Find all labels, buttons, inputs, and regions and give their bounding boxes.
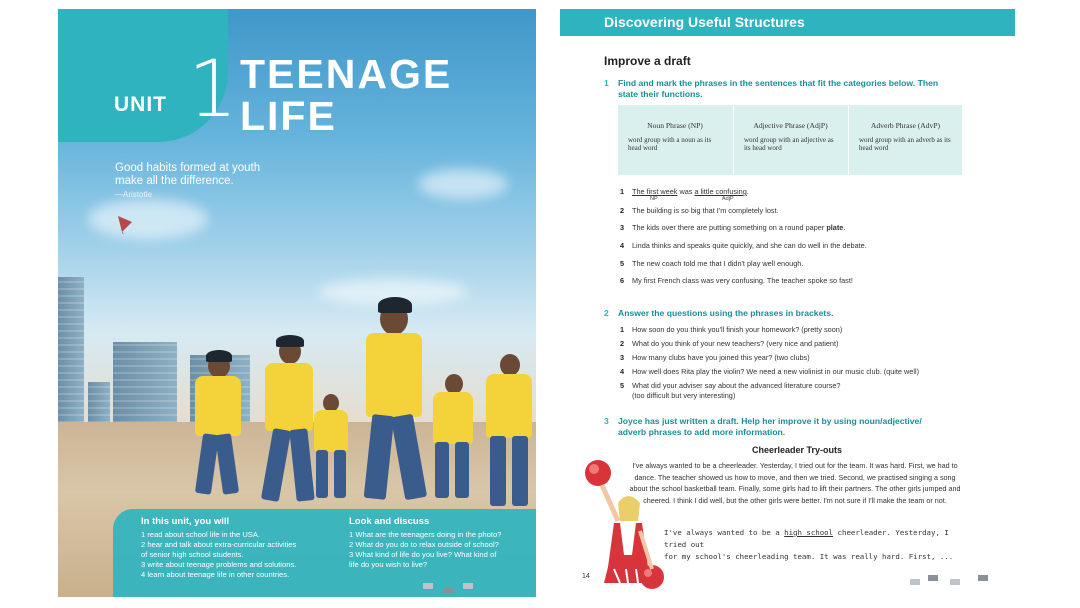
- unit-title-line: TEENAGE: [240, 51, 453, 97]
- story-title: Cheerleader Try-outs: [752, 445, 843, 455]
- cloud: [88, 199, 208, 239]
- sentence-item: 5 The new coach told me that I didn't play well enough.: [620, 259, 804, 268]
- adjective-phrase: a little confusing: [694, 187, 747, 196]
- sentence-item: 3 The kids over there are putting something on a round paper plate.: [620, 223, 846, 232]
- sentence-item: 2 The building is so big that I'm completely lost.: [620, 206, 779, 215]
- sentence-text: The kids over there are putting something on a round paper: [632, 223, 827, 232]
- teenager-figure: [183, 354, 253, 504]
- question-item: 2 What do you think of your new teachers? (very nice and patient): [620, 339, 839, 348]
- task-text: Find and mark the phrases in the sentences that fit the categories below. Then state their functions.: [618, 78, 939, 99]
- watermark-block: [910, 579, 920, 585]
- watermark-block: [423, 583, 433, 589]
- sentence-text: My first French class was very confusing. The teacher spoke so fast!: [632, 276, 853, 285]
- sentence-text: .: [843, 223, 846, 232]
- question-item: 3 How many clubs have you joined this year? (two clubs): [620, 353, 810, 362]
- watermark-block: [443, 587, 453, 593]
- list-item: 3 write about teenage problems and solutions.: [141, 560, 297, 569]
- list-item: 2 hear and talk about extra-curricular activities: [141, 540, 297, 549]
- question-item: 4 How well does Rita play the violin? We need a new violinist in our music club. (quite well): [620, 367, 920, 376]
- unit-overview-box: [113, 509, 536, 597]
- unit-title-line: LIFE: [240, 93, 337, 139]
- table-cell: word group with an adjective as its head word: [744, 136, 834, 152]
- in-this-unit: [141, 517, 296, 580]
- skyscraper: [58, 277, 84, 437]
- quote-line: make all the difference.: [115, 175, 234, 187]
- question-text: What do you think of your new teachers? (very nice and patient): [632, 339, 839, 348]
- watermark-block: [928, 575, 938, 581]
- list-item: 3 What kind of life do you live? What kind of: [349, 550, 497, 559]
- improved-draft: [664, 527, 964, 563]
- sentence-text: The new coach told me that I didn't play well enough.: [632, 259, 804, 268]
- quote: [115, 162, 260, 201]
- question-text: How many clubs have you joined this year? (two clubs): [632, 353, 810, 362]
- teenager-figure: [423, 374, 483, 504]
- story-text: I've always wanted to be a cheerleader. Yesterday, I tried out for the team. It was hard. First, we had to dance. The teacher showed us how to move, and then we tried. Second, we practised singing a song about the school basketball team. Finally, some girls had to lift their partners. The other girls jumped and cheered. I think I did well, but the other girls were better. I'm not sure if I'll make the team or not.: [629, 461, 961, 505]
- watermark-block: [463, 583, 473, 589]
- quote-line: Good habits formed at youth: [115, 162, 261, 174]
- table-column: [848, 105, 962, 175]
- list-item: of senior high school students.: [141, 550, 244, 559]
- draft-text: I've always wanted to be a: [664, 528, 785, 537]
- question-item: 5 What did your adviser say about the advanced literature course?: [620, 381, 841, 390]
- task-text: Answer the questions using the phrases in brackets.: [618, 308, 834, 318]
- list-item: 4 learn about teenage life in other countries.: [141, 570, 290, 579]
- noun-phrase: The first week: [632, 187, 678, 196]
- task-number: 1: [604, 78, 609, 88]
- sentence-item: 6 My first French class was very confusing. The teacher spoke so fast!: [620, 276, 853, 285]
- list-item: 2 What do you do to relax outside of school?: [349, 540, 499, 549]
- task-text: Joyce has just written a draft. Help her improve it by using noun/adjective/ adverb phrases to add more information.: [618, 416, 922, 437]
- added-phrase: high school: [784, 528, 834, 537]
- unit-number: 1: [188, 45, 238, 135]
- phrase-table: [618, 105, 962, 175]
- table-header: Adjective Phrase (AdjP): [753, 121, 828, 130]
- question-hint: (too difficult but very interesting): [632, 391, 736, 400]
- watermark-block: [978, 575, 988, 581]
- cloud: [418, 169, 508, 199]
- watermark-block: [950, 579, 960, 585]
- look-and-discuss: [349, 517, 501, 570]
- table-header: Noun Phrase (NP): [647, 121, 703, 130]
- list-item: 1 What are the teenagers doing in the photo?: [349, 530, 502, 539]
- task-instruction: [604, 416, 964, 437]
- table-column: [733, 105, 847, 175]
- section-header: Discovering Useful Structures: [560, 9, 1015, 36]
- sentence-item: 1 The first week was a little confusing.: [620, 187, 749, 196]
- draft-text: cheerleader. Yesterday, I tried out: [664, 528, 949, 549]
- question-text: How well does Rita play the violin? We need a new violinist in our music club. (quite well): [632, 367, 920, 376]
- draft-text: for my school's cheerleading team. It was really hard. First, ...: [664, 552, 954, 561]
- task-number: 2: [604, 308, 609, 318]
- teenager-figure: [354, 299, 434, 509]
- table-cell: word group with a noun as its head word: [628, 136, 712, 152]
- sentence-text: .: [746, 187, 749, 196]
- section-title: Improve a draft: [604, 54, 691, 68]
- bold-word: plate: [826, 223, 844, 232]
- teenager-figure: [306, 394, 356, 504]
- in-this-unit-heading: In this unit, you will: [141, 516, 230, 527]
- teenager-figure: [478, 354, 536, 514]
- sentence-item: 4 Linda thinks and speaks quite quickly, and she can do well in the debate.: [620, 241, 867, 250]
- list-item: 1 read about school life in the USA.: [141, 530, 261, 539]
- page-number: 14: [582, 573, 590, 580]
- sentence-text: The building is so big that I'm completely lost.: [632, 206, 779, 215]
- np-label: NP: [650, 196, 658, 202]
- table-header: Adverb Phrase (AdvP): [870, 121, 941, 130]
- unit-label: UNIT: [114, 93, 167, 116]
- unit-title: [240, 53, 452, 137]
- question-text: What did your adviser say about the advanced literature course?: [632, 381, 841, 390]
- kite-icon: [116, 214, 134, 234]
- list-item: life do you wish to live?: [349, 560, 428, 569]
- task-instruction: [604, 78, 964, 99]
- question-item: 1 How soon do you think you'll finish your homework? (pretty soon): [620, 325, 843, 334]
- question-text: How soon do you think you'll finish your homework? (pretty soon): [632, 325, 843, 334]
- sentence-text: Linda thinks and speaks quite quickly, and she can do well in the debate.: [632, 241, 867, 250]
- table-cell: word group with an adverb as its head word: [859, 136, 951, 152]
- sentence-text: was: [677, 187, 695, 196]
- task-number: 3: [604, 416, 609, 426]
- look-and-discuss-heading: Look and discuss: [349, 516, 430, 527]
- grammar-page: [560, 9, 1015, 599]
- unit-cover-page: [58, 9, 536, 597]
- cheerleader-illustration: [580, 459, 680, 599]
- adjp-label: AdjP: [722, 196, 734, 202]
- quote-author: —Aristotle: [115, 190, 152, 199]
- task-instruction: [604, 308, 964, 319]
- table-column: [618, 105, 732, 175]
